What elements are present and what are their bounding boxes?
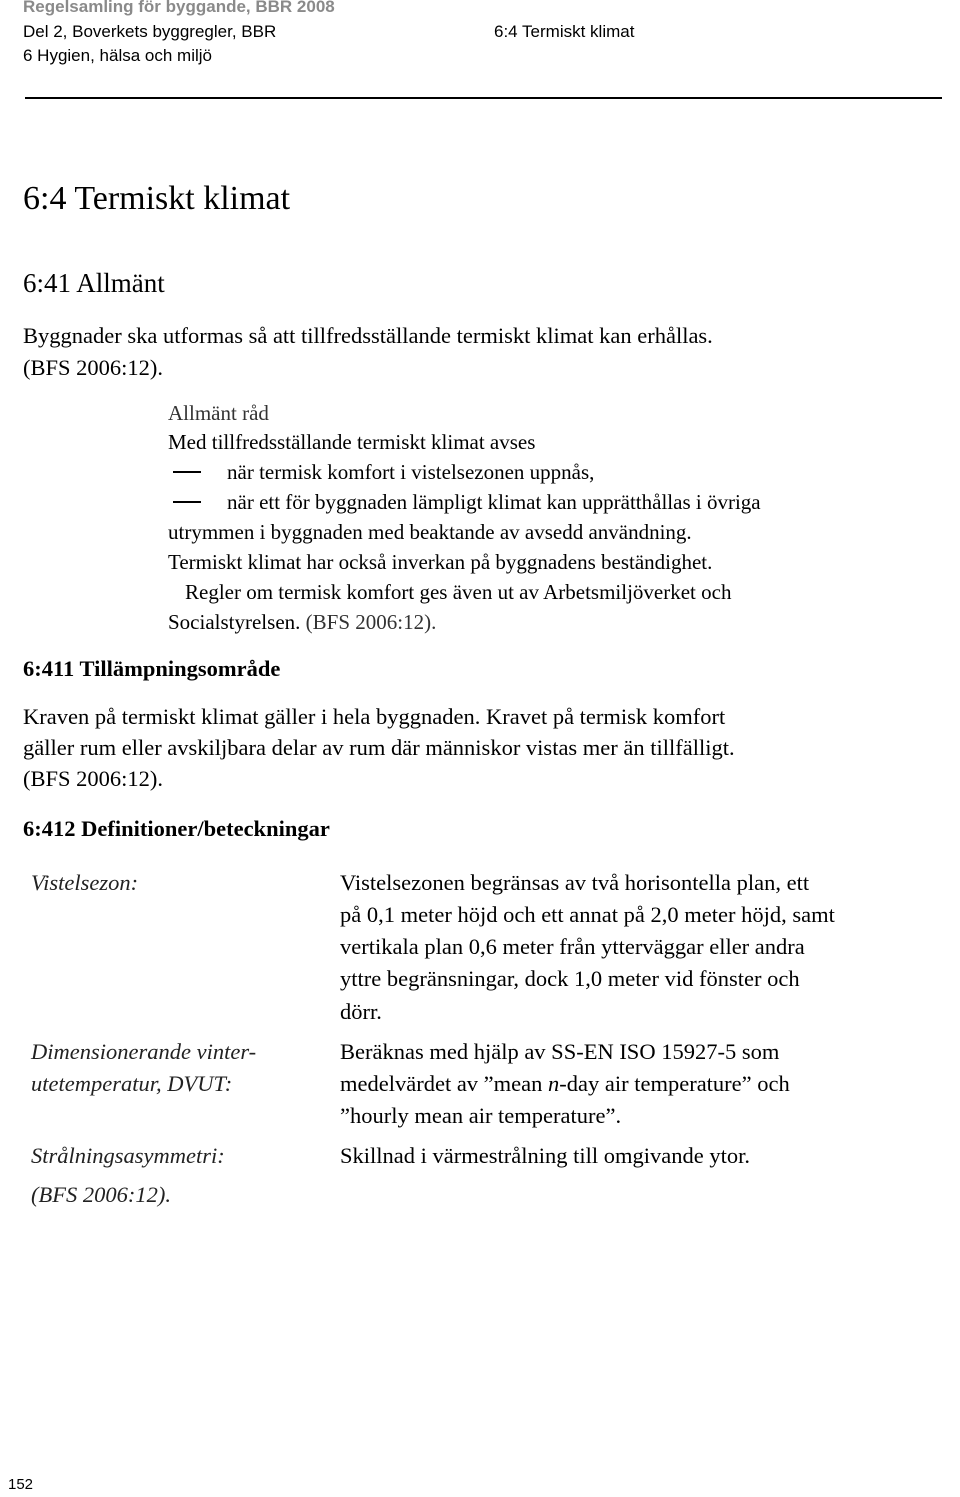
rule-text-6411-line3: (BFS 2006:12). [23, 766, 164, 791]
definition-vistelsezon-line2: på 0,1 meter höjd och ett annat på 2,0 meter höjd, samt [340, 902, 835, 927]
definition-vistelsezon-line5: dörr. [340, 999, 382, 1024]
advice-label: Allmänt råd [168, 401, 269, 425]
dash-bullet-icon [173, 501, 201, 503]
page-number: 152 [8, 1476, 34, 1493]
definitions-bfs-reference: (BFS 2006:12). [31, 1182, 171, 1207]
advice-bullet-1: när termisk komfort i vistelsezonen uppnås, [173, 460, 594, 485]
page-title: 6:4 Termiskt klimat [23, 180, 291, 217]
definition-vistelsezon-line4: yttre begränsningar, dock 1,0 meter vid fönster och [340, 966, 800, 991]
definition-vistelsezon-line1: Vistelsezonen begränsas av två horisontella plan, ett [340, 870, 810, 895]
definition-vistelsezon-line3: vertikala plan 0,6 meter från ytterväggar eller andra [340, 934, 805, 959]
rule-text-641-line2: (BFS 2006:12). [23, 355, 164, 380]
section-heading-6412: 6:412 Definitioner/beteckningar [23, 816, 330, 841]
header-section: 6:4 Termiskt klimat [494, 22, 635, 41]
rule-text-6411-line2: gäller rum eller avskiljbara delar av rum där människor vistas mer än tillfälligt. [23, 735, 735, 760]
rule-text-641-line1: Byggnader ska utformas så att tillfredsställande termiskt klimat kan erhållas. [23, 323, 713, 348]
advice-paragraph-1: Termiskt klimat har också inverkan på byggnadens beständighet. [168, 550, 713, 574]
advice-bullet-2: när ett för byggnaden lämpligt klimat kan upprätthållas i övriga [173, 490, 761, 515]
header-chapter: 6 Hygien, hälsa och miljö [23, 46, 212, 65]
advice-paragraph-2-line1: Regler om termisk komfort ges även ut av Arbetsmiljöverket och [185, 580, 732, 604]
section-heading-6411: 6:411 Tillämpningsområde [23, 656, 281, 681]
advice-paragraph-2-line2: Socialstyrelsen. (BFS 2006:12). [168, 610, 437, 634]
advice-bullet-2-continued: utrymmen i byggnaden med beaktande av avsedd användning. [168, 520, 692, 544]
term-vistelsezon: Vistelsezon: [31, 870, 139, 895]
rule-text-6411-line1: Kraven på termiskt klimat gäller i hela byggnaden. Kravet på termisk komfort [23, 704, 726, 729]
advice-intro: Med tillfredsställande termiskt klimat avses [168, 430, 536, 454]
header-series: Regelsamling för byggande, BBR 2008 [23, 0, 335, 16]
term-dvut-line1: Dimensionerande vinter- [31, 1039, 257, 1064]
dash-bullet-icon [173, 471, 201, 473]
definition-dvut-line3: ”hourly mean air temperature”. [340, 1103, 622, 1128]
header-rule [25, 97, 942, 99]
advice-bfs-reference: (BFS 2006:12). [305, 610, 437, 634]
section-heading-641: 6:41 Allmänt [23, 268, 165, 298]
term-dvut-line2: utetemperatur, DVUT: [31, 1071, 233, 1096]
definition-stralningsasymmetri: Skillnad i värmestrålning till omgivande ytor. [340, 1143, 750, 1168]
definition-dvut-line1: Beräknas med hjälp av SS-EN ISO 15927-5 som [340, 1039, 780, 1064]
header-part: Del 2, Boverkets byggregler, BBR [23, 22, 277, 41]
term-stralningsasymmetri: Strålningsasymmetri: [31, 1143, 225, 1168]
definition-dvut-line2: medelvärdet av ”mean n-day air temperature” och [340, 1071, 790, 1096]
